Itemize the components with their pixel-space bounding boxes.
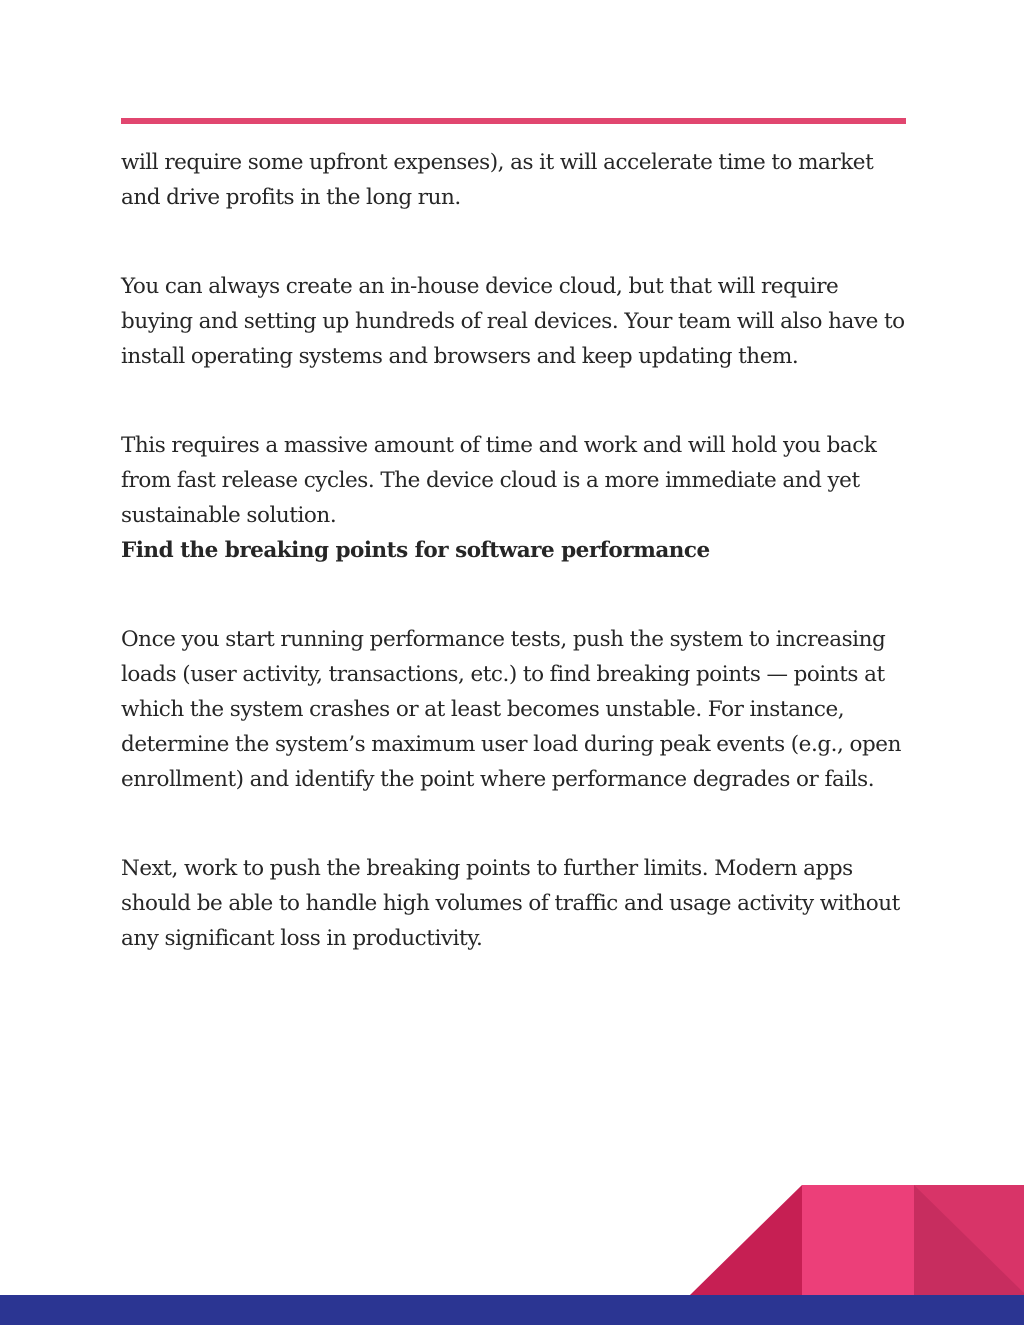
document-body (121, 145, 911, 956)
paragraph-in-house-device-cloud: You can always create an in-house device cloud, but that will require buying and setting up hundreds of real devices. Your team will also have to install operating systems and browsers and keep updating them. (121, 274, 905, 369)
paragraph-push-limits: Next, work to push the breaking points to further limits. Modern apps should be able to handle high volumes of traffic and usage activity without any significant loss in productivity. (121, 856, 900, 951)
paragraph-upfront-expenses: will require some upfront expenses), as it will accelerate time to market and drive profits in the long run. (121, 150, 874, 210)
bright-pink-block (802, 1185, 914, 1295)
paragraph-breaking-points: Once you start running performance tests, push the system to increasing loads (user activity, transactions, etc.) to find breaking points — points at which the system crashes or at least becomes unstable. For instance, determine the system’s maximum user load during peak events (e.g., open enrollment) and identify the point where performance degrades or fails. (121, 627, 901, 792)
decorative-corner-shapes (690, 1185, 1024, 1295)
footer-navy-bar (0, 1295, 1024, 1325)
dark-pink-triangle (690, 1185, 802, 1295)
paragraph-massive-time: This requires a massive amount of time and work and will hold you back from fast release cycles. The device cloud is a more immediate and yet sustainable solution. (121, 433, 877, 528)
section-heading: Find the breaking points for software performance (121, 538, 710, 563)
top-accent-rule (121, 118, 906, 124)
